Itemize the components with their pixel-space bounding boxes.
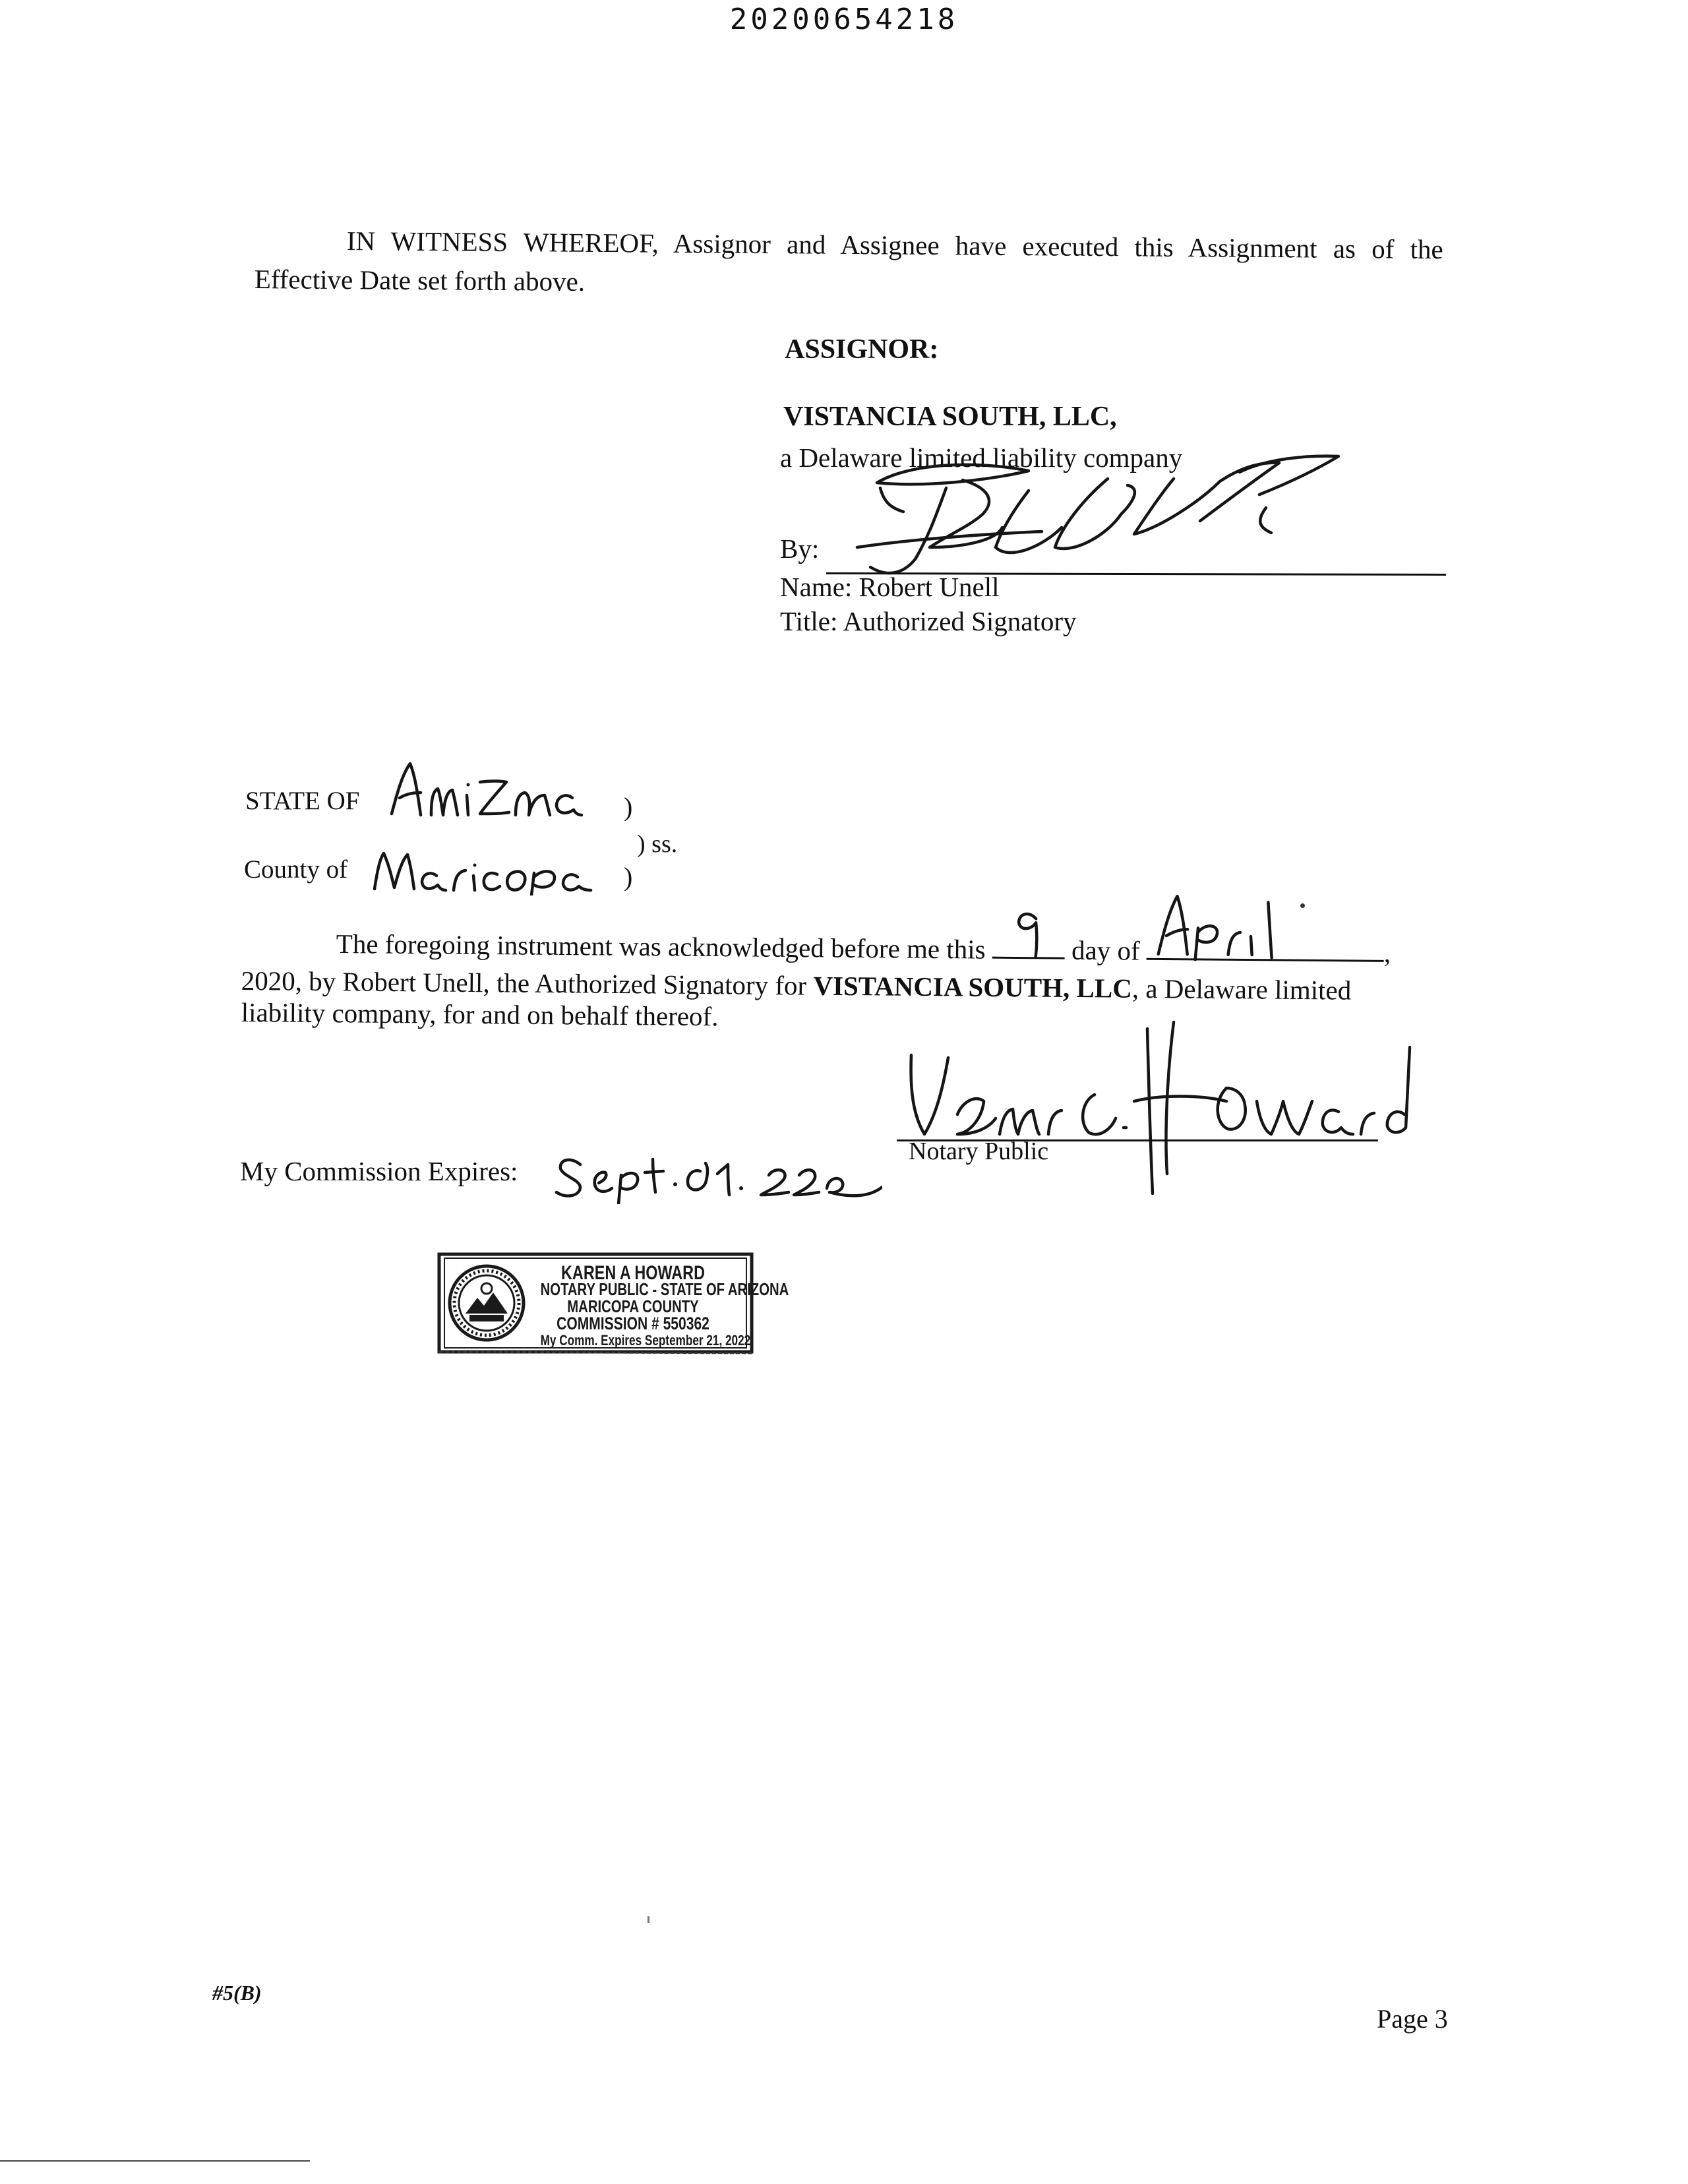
- witness-text-line-2: Effective Date set forth above.: [254, 263, 586, 297]
- ack-comma: ,: [1383, 937, 1391, 968]
- stamp-county: MARICOPA COUNTY: [567, 1296, 699, 1316]
- day-handwritten: [1010, 905, 1050, 961]
- commission-date-handwritten: [553, 1145, 882, 1204]
- assignor-signature-image: [831, 448, 1358, 580]
- stamp-notary-name: KAREN A HOWARD: [561, 1262, 705, 1284]
- form-code: #5(B): [212, 1981, 262, 2005]
- state-handwritten-arizona: [384, 754, 588, 827]
- commission-expires-label: My Commission Expires:: [240, 1156, 518, 1186]
- ack-prefix: The foregoing instrument was acknowledged before me this: [336, 928, 986, 965]
- name-value: Robert Unell: [859, 572, 1000, 602]
- county-label: County of: [244, 855, 348, 884]
- scan-edge-rule: [0, 2160, 310, 2162]
- by-label: By:: [780, 533, 820, 564]
- scan-speck: [648, 1916, 649, 1923]
- ack-line2-prefix: 2020, by Robert Unell, the Authorized Signatory for: [241, 965, 807, 1001]
- stamp-notary-title: NOTARY PUBLIC - STATE OF ARIZONA: [540, 1279, 789, 1299]
- witness-text-line-1: IN WITNESS WHEREOF, Assignor and Assignee have executed this Assignment as of the: [346, 225, 1443, 265]
- month-blank: [1147, 934, 1384, 962]
- venue-bracket-top: ): [624, 792, 633, 822]
- assignor-heading: ASSIGNOR:: [785, 334, 939, 365]
- name-label: Name:: [780, 572, 853, 602]
- state-label: STATE OF: [245, 787, 360, 815]
- notary-stamp: [437, 1250, 789, 1356]
- ack-mid: day of: [1071, 934, 1140, 966]
- venue-bracket-bottom: ): [624, 862, 633, 892]
- signer-title-row: [780, 605, 1077, 637]
- acknowledgment-line-1: [336, 927, 1391, 969]
- page-number: Page 3: [1377, 2004, 1448, 2034]
- notary-signature-image: [884, 1002, 1424, 1200]
- stamp-expiration: My Comm. Expires September 21, 2022: [540, 1332, 751, 1349]
- assignor-company-description: a Delaware limited liability company: [780, 442, 1183, 473]
- ack-line2-suffix: , a Delaware limited: [1131, 973, 1352, 1006]
- ack-line2-company: VISTANCIA SOUTH, LLC: [813, 970, 1133, 1004]
- notary-public-label: Notary Public: [909, 1138, 1049, 1165]
- county-handwritten-maricopa: [368, 839, 605, 895]
- acknowledgment-line-3: liability company, for and on behalf thereof.: [241, 996, 719, 1032]
- arizona-state-seal-icon: [443, 1259, 530, 1347]
- title-value: Authorized Signatory: [843, 606, 1077, 636]
- month-handwritten: [1152, 888, 1298, 962]
- assignor-company-name: VISTANCIA SOUTH, LLC,: [783, 402, 1117, 432]
- title-label: Title:: [780, 606, 838, 636]
- ss-label: ) ss.: [637, 830, 678, 858]
- stamp-commission-number: COMMISSION # 550362: [557, 1314, 709, 1333]
- scan-speck: [1300, 903, 1305, 908]
- document-number: 20200654218: [729, 3, 959, 36]
- day-blank: [992, 933, 1065, 959]
